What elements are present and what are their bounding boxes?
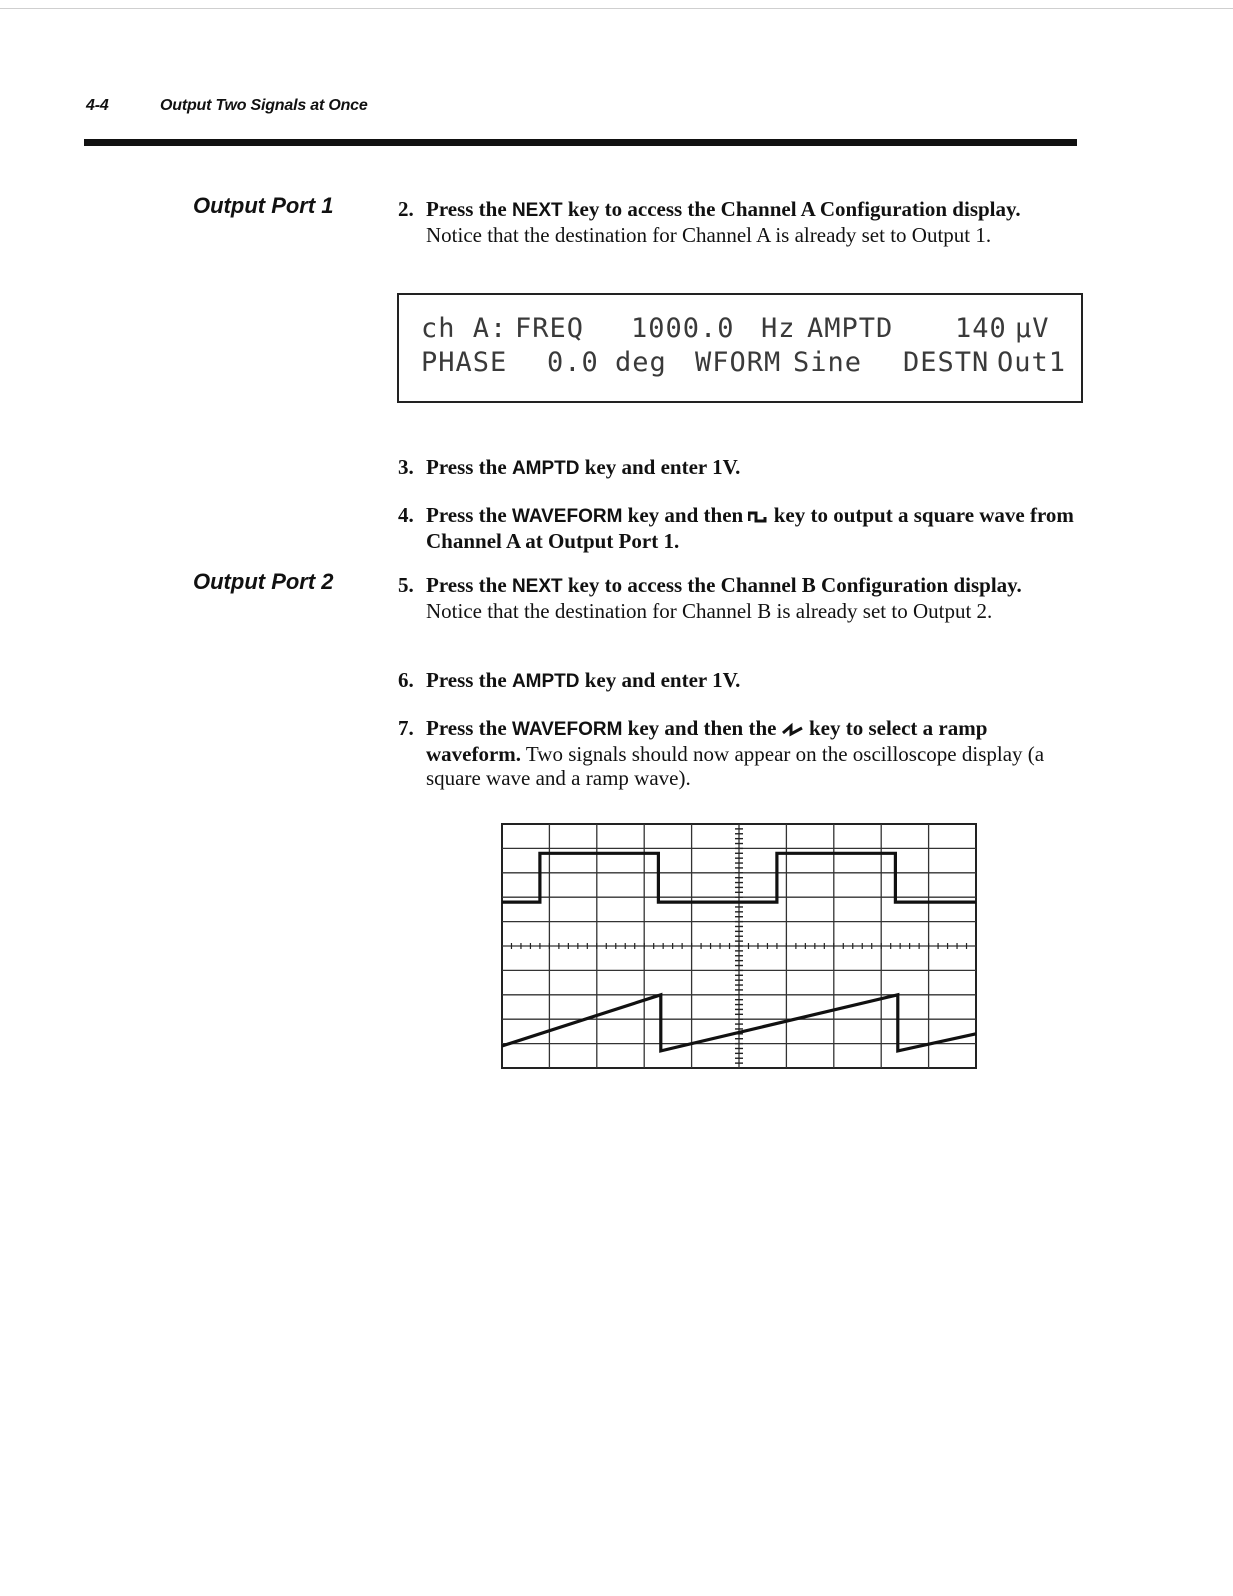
- step-lead: Press the: [426, 573, 512, 597]
- step-lead: Press the: [426, 668, 512, 692]
- step-2: [398, 197, 1078, 247]
- step-note: Notice that the destination for Channel A is already set to Output 1.: [426, 223, 992, 247]
- key-name: NEXT: [511, 576, 563, 597]
- lcd-amptd-value: 140: [955, 313, 1007, 344]
- step-instruction-tail: key to select a ramp waveform.: [426, 716, 988, 766]
- oscilloscope-display: [500, 822, 978, 1070]
- step-note: Two signals should now appear on the oscilloscope display (a square wave and a ramp wave).: [426, 742, 1045, 790]
- step-number: 2.: [398, 197, 414, 221]
- step-instruction: key and then the: [622, 716, 782, 740]
- square-wave-key-icon: [748, 509, 768, 525]
- lcd-phase-label: PHASE: [421, 347, 508, 378]
- lcd-destn-value: Out1: [997, 347, 1067, 378]
- step-instruction-tail: key to output a square wave from Channel A at Output Port 1.: [426, 503, 1074, 553]
- lcd-channel: ch A:: [421, 313, 508, 344]
- lcd-wform-label: WFORM: [695, 347, 782, 378]
- lcd-phase-unit: deg: [615, 347, 667, 378]
- step-5: [398, 573, 1078, 623]
- step-number: 6.: [398, 668, 414, 692]
- key-name: WAVEFORM: [511, 506, 623, 527]
- top-scan-line: [0, 8, 1233, 9]
- side-label-output-port-1: Output Port 1: [193, 193, 334, 218]
- key-name: AMPTD: [511, 458, 580, 479]
- ramp-wave-key-icon: [782, 722, 804, 738]
- lcd-freq-label: FREQ: [515, 313, 585, 344]
- step-6: [398, 668, 1078, 694]
- key-name: NEXT: [511, 200, 563, 221]
- lcd-amptd-label: AMPTD: [807, 313, 894, 344]
- lcd-wform-value: Sine: [793, 347, 863, 378]
- step-7: [398, 716, 1078, 790]
- step-number: 5.: [398, 573, 414, 597]
- key-name: AMPTD: [511, 671, 580, 692]
- step-lead: Press the: [426, 503, 512, 527]
- step-lead: Press the: [426, 197, 512, 221]
- step-instruction: key to access the Channel B Configuration display.: [562, 573, 1022, 597]
- side-label-output-port-2: Output Port 2: [193, 569, 334, 594]
- step-note: Notice that the destination for Channel B is already set to Output 2.: [426, 599, 993, 623]
- step-instruction: key and enter 1V.: [579, 455, 741, 479]
- step-instruction: key and then: [622, 503, 749, 527]
- step-4: [398, 503, 1078, 553]
- page-number: 4-4: [86, 97, 109, 114]
- header-rule: [84, 139, 1077, 146]
- step-lead: Press the: [426, 716, 512, 740]
- step-number: 7.: [398, 716, 414, 740]
- section-title: Output Two Signals at Once: [160, 97, 368, 114]
- step-3: [398, 455, 1078, 481]
- step-number: 3.: [398, 455, 414, 479]
- lcd-freq-value: 1000.0: [631, 313, 735, 344]
- step-lead: Press the: [426, 455, 512, 479]
- lcd-phase-value: 0.0: [547, 347, 599, 378]
- step-instruction: key and enter 1V.: [579, 668, 741, 692]
- lcd-freq-unit: Hz: [761, 313, 796, 344]
- configuration-display: [397, 293, 1083, 403]
- step-number: 4.: [398, 503, 414, 527]
- lcd-amptd-unit: µV: [1015, 313, 1050, 344]
- step-instruction: key to access the Channel A Configuration display.: [562, 197, 1021, 221]
- lcd-destn-label: DESTN: [903, 347, 990, 378]
- key-name: WAVEFORM: [511, 719, 623, 740]
